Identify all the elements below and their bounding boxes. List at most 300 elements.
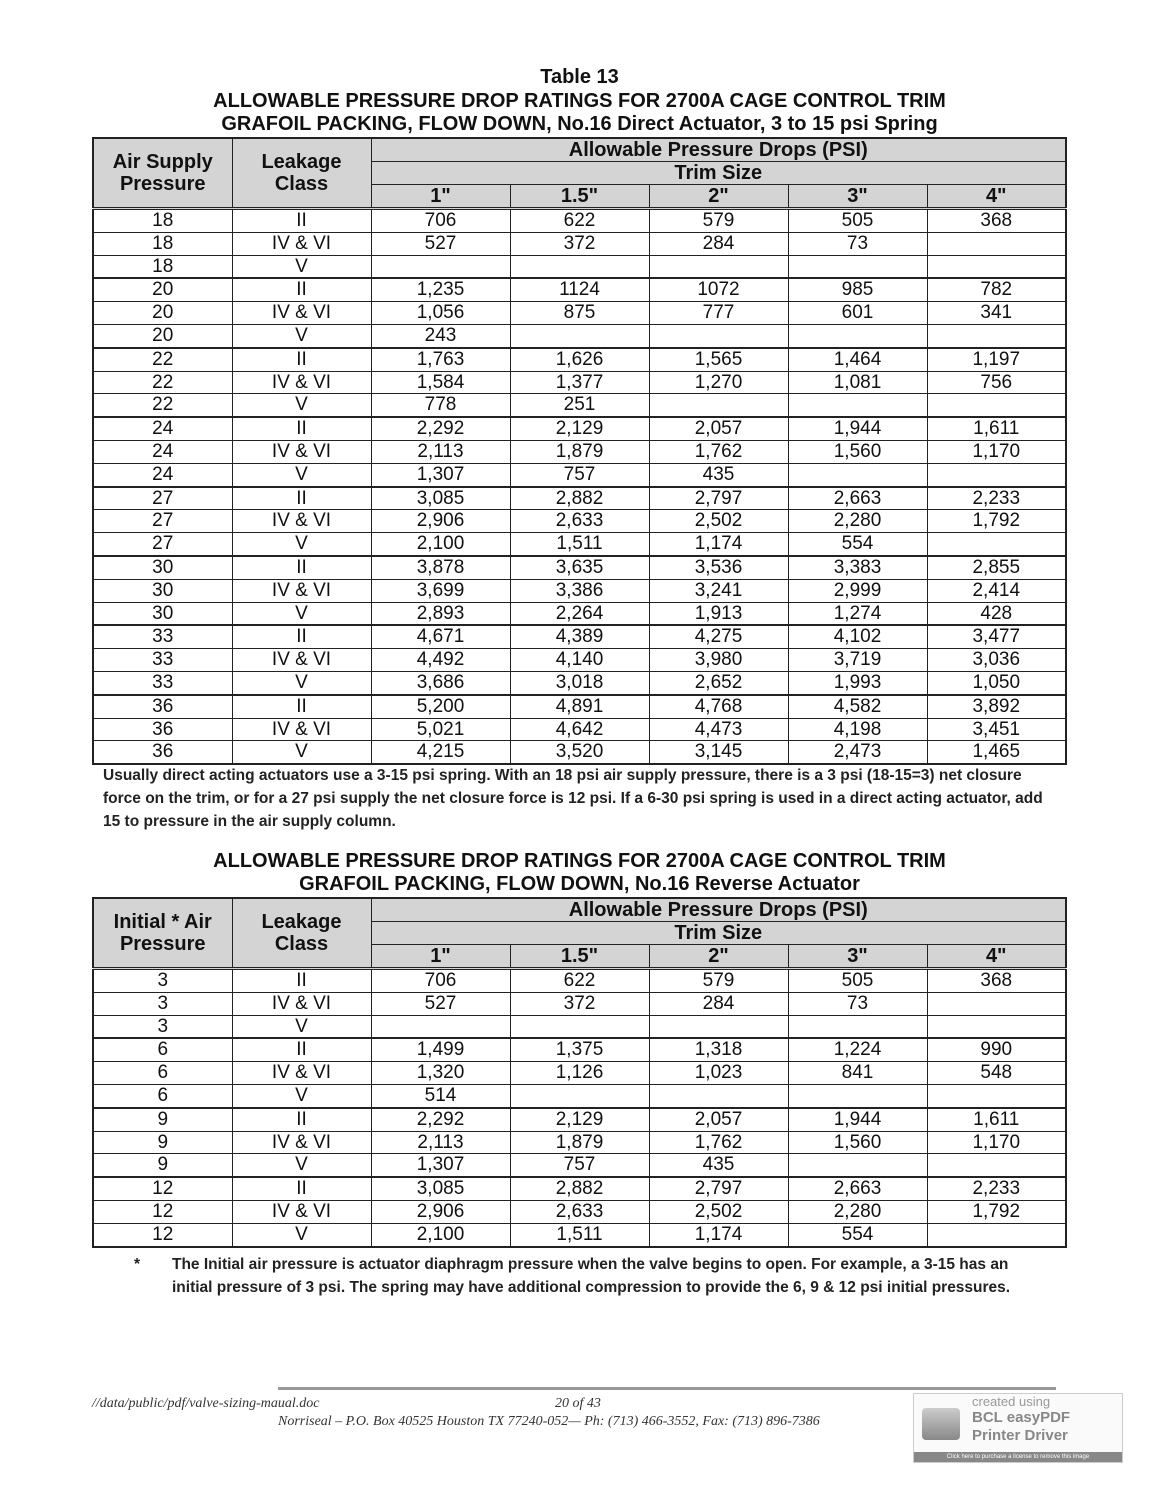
table-cell: 3: [93, 969, 232, 993]
table-cell: 4,492: [371, 649, 510, 672]
table-cell: 9: [93, 1131, 232, 1154]
table-cell: 2,057: [649, 1108, 788, 1131]
table-cell: 985: [788, 278, 927, 301]
table-cell: [371, 1015, 510, 1038]
table-row: [93, 556, 1066, 579]
table-cell: [510, 255, 649, 278]
table-cell: 3,635: [510, 556, 649, 579]
table-cell: 4,582: [788, 695, 927, 718]
table-cell: 1,944: [788, 1108, 927, 1131]
table-cell: 1,611: [927, 417, 1066, 440]
direct-actuator-table: [92, 137, 1067, 765]
table-cell: 3,085: [371, 487, 510, 510]
table-cell: 27: [93, 487, 232, 510]
table-cell: 3,878: [371, 556, 510, 579]
table-cell: 428: [927, 602, 1066, 625]
table-cell: 505: [788, 969, 927, 993]
table-cell: [788, 1084, 927, 1107]
table-cell: [788, 394, 927, 417]
column-header-leakage-class: Leakage Class: [232, 138, 371, 209]
column-group-header: Allowable Pressure Drops (PSI): [371, 898, 1066, 922]
table-cell: 372: [510, 992, 649, 1015]
table-cell: 30: [93, 579, 232, 602]
trim-size-column: 3": [788, 945, 927, 969]
table-cell: 2,113: [371, 1131, 510, 1154]
badge-line2: BCL easyPDF: [972, 1409, 1071, 1426]
table-cell: 4,275: [649, 625, 788, 648]
table-cell: 368: [927, 969, 1066, 993]
table-cell: 2,797: [649, 487, 788, 510]
table-cell: 777: [649, 302, 788, 325]
table-row: [93, 602, 1066, 625]
table-cell: 12: [93, 1223, 232, 1246]
table-cell: II: [232, 348, 371, 371]
table-cell: 2,663: [788, 1177, 927, 1200]
table-cell: 20: [93, 324, 232, 347]
trim-size-column: 3": [788, 185, 927, 209]
table-cell: 4,140: [510, 649, 649, 672]
table-cell: 20: [93, 302, 232, 325]
table-cell: 2,652: [649, 671, 788, 694]
table2-subtitle: GRAFOIL PACKING, FLOW DOWN, No.16 Reverse Actuator: [299, 873, 860, 895]
table-cell: 6: [93, 1038, 232, 1061]
table-cell: 12: [93, 1177, 232, 1200]
table-cell: II: [232, 695, 371, 718]
table-cell: 22: [93, 348, 232, 371]
table-cell: 2,882: [510, 487, 649, 510]
table-cell: 9: [93, 1154, 232, 1177]
table-cell: [788, 255, 927, 278]
table-cell: V: [232, 324, 371, 347]
table-cell: 73: [788, 232, 927, 255]
table-cell: 18: [93, 255, 232, 278]
table-cell: 1,792: [927, 510, 1066, 533]
table-cell: IV & VI: [232, 649, 371, 672]
table-cell: 3,520: [510, 741, 649, 764]
table-cell: 5,021: [371, 718, 510, 741]
badge-link[interactable]: Click here to purchase a license to remove this image: [914, 1452, 1122, 1462]
table-cell: 875: [510, 302, 649, 325]
table-row: [93, 741, 1066, 764]
table-cell: 1,465: [927, 741, 1066, 764]
table-cell: 4,215: [371, 741, 510, 764]
table-row: [93, 1062, 1066, 1085]
table-cell: [788, 463, 927, 486]
table-cell: 24: [93, 440, 232, 463]
table-cell: II: [232, 209, 371, 233]
table-cell: 1,626: [510, 348, 649, 371]
table-cell: [649, 324, 788, 347]
table-cell: 2,264: [510, 602, 649, 625]
table-cell: IV & VI: [232, 579, 371, 602]
table-row: [93, 579, 1066, 602]
table-cell: 36: [93, 718, 232, 741]
table-row: [93, 1177, 1066, 1200]
table-cell: 2,233: [927, 1177, 1066, 1200]
table-cell: 3,536: [649, 556, 788, 579]
column-header-pressure: Initial * Air Pressure: [93, 898, 232, 969]
table-cell: 3,719: [788, 649, 927, 672]
table-cell: 30: [93, 602, 232, 625]
table-cell: 757: [510, 1154, 649, 1177]
table-cell: IV & VI: [232, 440, 371, 463]
table-cell: 3,699: [371, 579, 510, 602]
table-cell: 22: [93, 394, 232, 417]
table-row: [93, 371, 1066, 394]
table-cell: 3,451: [927, 718, 1066, 741]
table-cell: 2,999: [788, 579, 927, 602]
table-row: [93, 348, 1066, 371]
table-row: [93, 232, 1066, 255]
table-cell: 18: [93, 232, 232, 255]
trim-size-header: Trim Size: [371, 922, 1066, 945]
table-cell: 2,502: [649, 510, 788, 533]
table-row: [93, 255, 1066, 278]
table-cell: 2,129: [510, 417, 649, 440]
table-cell: 1,307: [371, 463, 510, 486]
table-cell: 2,855: [927, 556, 1066, 579]
table-cell: [510, 324, 649, 347]
table-cell: 2,414: [927, 579, 1066, 602]
table-row: [93, 695, 1066, 718]
table-header: [93, 898, 1066, 969]
table-cell: 3,018: [510, 671, 649, 694]
table-row: [93, 510, 1066, 533]
table-row: [93, 487, 1066, 510]
table-cell: 601: [788, 302, 927, 325]
table-cell: 341: [927, 302, 1066, 325]
table-cell: 841: [788, 1062, 927, 1085]
table-row: [93, 671, 1066, 694]
table-cell: V: [232, 394, 371, 417]
table-cell: 1,377: [510, 371, 649, 394]
table-cell: 4,198: [788, 718, 927, 741]
table-cell: 622: [510, 209, 649, 233]
table-cell: [510, 1084, 649, 1107]
table-cell: 579: [649, 969, 788, 993]
table-cell: 5,200: [371, 695, 510, 718]
table-cell: V: [232, 602, 371, 625]
table-row: [93, 1154, 1066, 1177]
table-cell: IV & VI: [232, 718, 371, 741]
bcl-easypdf-badge[interactable]: [913, 1393, 1123, 1463]
table-cell: 1,879: [510, 1131, 649, 1154]
table-cell: 24: [93, 417, 232, 440]
table-row: [93, 992, 1066, 1015]
table-cell: [927, 992, 1066, 1015]
table-cell: 4,891: [510, 695, 649, 718]
table-cell: 20: [93, 278, 232, 301]
table-cell: 514: [371, 1084, 510, 1107]
table-cell: 251: [510, 394, 649, 417]
table-cell: 2,882: [510, 1177, 649, 1200]
table-cell: 36: [93, 695, 232, 718]
table-cell: 243: [371, 324, 510, 347]
table-cell: IV & VI: [232, 1131, 371, 1154]
table-cell: 757: [510, 463, 649, 486]
table-cell: V: [232, 533, 371, 556]
table-cell: 3,036: [927, 649, 1066, 672]
table-cell: 505: [788, 209, 927, 233]
table-cell: [927, 463, 1066, 486]
table-cell: 9: [93, 1108, 232, 1131]
table-cell: 6: [93, 1062, 232, 1085]
table-cell: 1,050: [927, 671, 1066, 694]
table-cell: 554: [788, 1223, 927, 1246]
table-cell: 2,100: [371, 533, 510, 556]
table-cell: 3,241: [649, 579, 788, 602]
table-cell: 1,464: [788, 348, 927, 371]
table-row: [93, 440, 1066, 463]
table-cell: 1,270: [649, 371, 788, 394]
table-cell: 372: [510, 232, 649, 255]
table-cell: 1,762: [649, 1131, 788, 1154]
table-cell: 2,292: [371, 1108, 510, 1131]
table-cell: [927, 533, 1066, 556]
table-cell: [788, 1154, 927, 1177]
table-cell: II: [232, 417, 371, 440]
printer-icon: [922, 1408, 960, 1440]
table-cell: 1,170: [927, 1131, 1066, 1154]
table-cell: 3,686: [371, 671, 510, 694]
table-cell: 435: [649, 463, 788, 486]
trim-size-column: 4": [927, 945, 1066, 969]
table-cell: 1,307: [371, 1154, 510, 1177]
table-cell: IV & VI: [232, 992, 371, 1015]
table-cell: [927, 255, 1066, 278]
table-cell: 2,129: [510, 1108, 649, 1131]
table-cell: 1,174: [649, 533, 788, 556]
trim-size-column: 2": [649, 185, 788, 209]
table-cell: 1,913: [649, 602, 788, 625]
table-cell: 27: [93, 510, 232, 533]
asterisk-mark: *: [134, 1256, 141, 1273]
table-cell: 4,642: [510, 718, 649, 741]
table-row: [93, 625, 1066, 648]
table-cell: II: [232, 556, 371, 579]
badge-line1: created using: [972, 1394, 1051, 1409]
table-cell: 1,170: [927, 440, 1066, 463]
table-cell: V: [232, 1223, 371, 1246]
table-cell: 3,383: [788, 556, 927, 579]
trim-size-column: 2": [649, 945, 788, 969]
table-cell: V: [232, 463, 371, 486]
table-cell: 706: [371, 969, 510, 993]
table-cell: 36: [93, 741, 232, 764]
table-cell: II: [232, 1108, 371, 1131]
table-cell: 554: [788, 533, 927, 556]
table-cell: [788, 324, 927, 347]
column-header-leakage-class: Leakage Class: [232, 898, 371, 969]
table-cell: [927, 1154, 1066, 1177]
table-cell: 284: [649, 992, 788, 1015]
table-cell: 1,511: [510, 533, 649, 556]
table-cell: 2,280: [788, 1200, 927, 1223]
table-cell: 3,145: [649, 741, 788, 764]
footer-address: Norriseal – P.O. Box 40525 Houston TX 77240-052— Ph: (713) 466-3552, Fax: (713) 896-7386: [278, 1414, 820, 1429]
table-cell: [927, 394, 1066, 417]
footer-page-number: 20 of 43: [555, 1396, 601, 1411]
table-cell: 1,499: [371, 1038, 510, 1061]
table-cell: 2,906: [371, 510, 510, 533]
table-cell: 2,633: [510, 510, 649, 533]
table-cell: II: [232, 487, 371, 510]
table-cell: 2,893: [371, 602, 510, 625]
table-cell: 4,389: [510, 625, 649, 648]
table-caption: Table 13: [540, 66, 619, 88]
table-cell: 579: [649, 209, 788, 233]
table-cell: 778: [371, 394, 510, 417]
reverse-actuator-table: [92, 897, 1067, 1248]
column-header-pressure: Air Supply Pressure: [93, 138, 232, 209]
table-cell: 2,906: [371, 1200, 510, 1223]
table1-note: Usually direct acting actuators use a 3-15 psi spring. With an 18 psi air supply pressure, there is a 3 psi (18-15=3) net closure force on the trim, or for a 27 psi supply the net closure force is 12 psi. If a 6-30 psi spring is used in a direct acting actuator, add 15 to pressure in the air supply column.: [103, 767, 1043, 830]
table-cell: 1,560: [788, 440, 927, 463]
table-row: [93, 1131, 1066, 1154]
table-cell: 548: [927, 1062, 1066, 1085]
table-row: [93, 463, 1066, 486]
table-cell: 2,473: [788, 741, 927, 764]
table-cell: 1,320: [371, 1062, 510, 1085]
table-cell: IV & VI: [232, 371, 371, 394]
table-row: [93, 969, 1066, 993]
table-cell: 1,197: [927, 348, 1066, 371]
table-cell: 4,768: [649, 695, 788, 718]
table-cell: 2,633: [510, 1200, 649, 1223]
table-cell: 3,892: [927, 695, 1066, 718]
table-cell: V: [232, 671, 371, 694]
table-cell: 30: [93, 556, 232, 579]
table-cell: 12: [93, 1200, 232, 1223]
table-cell: [788, 1015, 927, 1038]
table-cell: 33: [93, 649, 232, 672]
table-cell: 2,797: [649, 1177, 788, 1200]
table-cell: [371, 255, 510, 278]
table-row: [93, 649, 1066, 672]
table-cell: 73: [788, 992, 927, 1015]
trim-size-column: 1": [371, 185, 510, 209]
table-cell: 2,663: [788, 487, 927, 510]
table-cell: V: [232, 1015, 371, 1038]
table-cell: II: [232, 625, 371, 648]
table-cell: 1,611: [927, 1108, 1066, 1131]
table-cell: [927, 324, 1066, 347]
table-cell: [927, 232, 1066, 255]
table-cell: 706: [371, 209, 510, 233]
table2-title: ALLOWABLE PRESSURE DROP RATINGS FOR 2700A CAGE CONTROL TRIM: [213, 850, 946, 872]
table-cell: 2,502: [649, 1200, 788, 1223]
table-row: [93, 417, 1066, 440]
table-cell: 4,473: [649, 718, 788, 741]
table-cell: 1,584: [371, 371, 510, 394]
table-header: [93, 138, 1066, 209]
table-cell: 1124: [510, 278, 649, 301]
table-cell: IV & VI: [232, 510, 371, 533]
table-cell: 2,233: [927, 487, 1066, 510]
table-row: [93, 394, 1066, 417]
table-cell: 3: [93, 1015, 232, 1038]
table-cell: 3,980: [649, 649, 788, 672]
table-row: [93, 718, 1066, 741]
table-row: [93, 533, 1066, 556]
table-cell: [649, 255, 788, 278]
table1-subtitle: GRAFOIL PACKING, FLOW DOWN, No.16 Direct Actuator, 3 to 15 psi Spring: [221, 113, 938, 135]
table-cell: [510, 1015, 649, 1038]
table-cell: V: [232, 741, 371, 764]
table-row: [93, 1084, 1066, 1107]
table-cell: 33: [93, 625, 232, 648]
table-cell: [927, 1015, 1066, 1038]
table-cell: II: [232, 969, 371, 993]
table-cell: 1,318: [649, 1038, 788, 1061]
table-cell: 3,477: [927, 625, 1066, 648]
table-cell: [649, 1084, 788, 1107]
table-cell: [927, 1084, 1066, 1107]
table-cell: 1,274: [788, 602, 927, 625]
table-cell: IV & VI: [232, 232, 371, 255]
table-cell: IV & VI: [232, 1062, 371, 1085]
table-cell: II: [232, 1038, 371, 1061]
table-cell: 3,386: [510, 579, 649, 602]
table-cell: 756: [927, 371, 1066, 394]
table-cell: 622: [510, 969, 649, 993]
table-cell: [649, 1015, 788, 1038]
table-cell: 1,762: [649, 440, 788, 463]
table-cell: 1,023: [649, 1062, 788, 1085]
table-row: [93, 1038, 1066, 1061]
table-cell: 1,944: [788, 417, 927, 440]
table-cell: 24: [93, 463, 232, 486]
table-cell: 1,174: [649, 1223, 788, 1246]
table-cell: 1,879: [510, 440, 649, 463]
table-cell: 1,560: [788, 1131, 927, 1154]
table-cell: 2,113: [371, 440, 510, 463]
table-cell: 1,565: [649, 348, 788, 371]
table-cell: 1,224: [788, 1038, 927, 1061]
table2-note: The Initial air pressure is actuator diaphragm pressure when the valve begins to open. For example, a 3-15 has an initial pressure of 3 psi. The spring may have additional compression to provide the 6, 9 & 12 psi initial pressures.: [172, 1256, 1011, 1296]
table-cell: 2,100: [371, 1223, 510, 1246]
table-cell: 3: [93, 992, 232, 1015]
table-cell: II: [232, 278, 371, 301]
table-cell: 1072: [649, 278, 788, 301]
table1-title: ALLOWABLE PRESSURE DROP RATINGS FOR 2700A CAGE CONTROL TRIM: [213, 90, 946, 112]
table-cell: 527: [371, 992, 510, 1015]
table-cell: 22: [93, 371, 232, 394]
table-row: [93, 302, 1066, 325]
table-cell: V: [232, 1084, 371, 1107]
table-row: [93, 324, 1066, 347]
footer-divider: [278, 1387, 1056, 1390]
table-cell: 27: [93, 533, 232, 556]
table-cell: 284: [649, 232, 788, 255]
table-cell: 527: [371, 232, 510, 255]
table-cell: 3,085: [371, 1177, 510, 1200]
table-cell: V: [232, 255, 371, 278]
trim-size-header: Trim Size: [371, 162, 1066, 185]
table-cell: IV & VI: [232, 302, 371, 325]
table-row: [93, 278, 1066, 301]
table-cell: IV & VI: [232, 1200, 371, 1223]
table-row: [93, 1200, 1066, 1223]
table-cell: II: [232, 1177, 371, 1200]
table-cell: 1,792: [927, 1200, 1066, 1223]
table-cell: 1,056: [371, 302, 510, 325]
badge-line3: Printer Driver: [972, 1427, 1068, 1444]
footer-path: //data/public/pdf/valve-sizing-maual.doc: [92, 1396, 320, 1411]
table-cell: 1,081: [788, 371, 927, 394]
trim-size-column: 1.5": [510, 945, 649, 969]
table-cell: 6: [93, 1084, 232, 1107]
